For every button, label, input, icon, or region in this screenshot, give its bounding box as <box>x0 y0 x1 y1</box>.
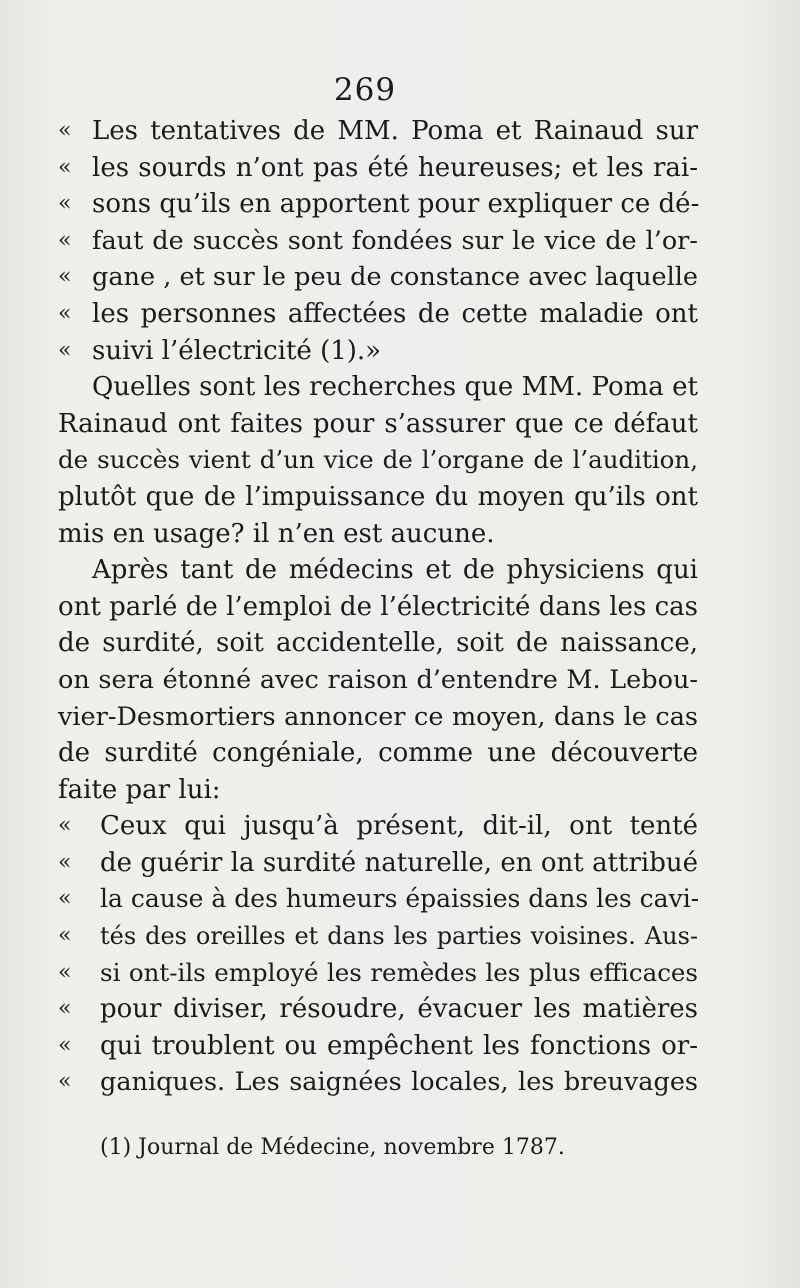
text-line <box>58 223 698 260</box>
footnote: (1) Journal de Médecine, novembre 1787. <box>100 1135 565 1160</box>
text-line: de succès vient d’un vice de l’organe de l’audition, <box>58 445 698 475</box>
text-line <box>58 333 698 370</box>
text-line <box>58 296 698 333</box>
text-line: de surdité congéniale, comme une découverte <box>58 738 698 769</box>
text-line <box>58 991 698 1028</box>
quote-mark: « <box>58 118 72 143</box>
body-text <box>58 113 698 1101</box>
text-line: Rainaud ont faites pour s’assurer que ce défaut <box>58 408 698 439</box>
paragraph-first-line: Quelles sont les recherches que MM. Poma et <box>92 372 698 403</box>
text-line: ont parlé de l’emploi de l’électricité dans les cas <box>58 591 698 622</box>
quote-mark: « <box>58 813 72 839</box>
line-text: sons qu’ils en apportent pour expliquer ce dé- <box>92 189 700 220</box>
line-text: les personnes affectées de cette maladie ont <box>92 298 698 329</box>
line-text: faut de succès sont fondées sur le vice de l’or- <box>92 225 698 256</box>
text-line: vier-Desmortiers annoncer ce moyen, dans le cas <box>58 701 698 732</box>
quote-mark: « <box>58 227 72 253</box>
quote-mark: « <box>58 337 72 363</box>
text-line: plutôt que de l’impuissance du moyen qu’ils ont <box>58 481 698 512</box>
text-line: on sera étonné avec raison d’entendre M. Lebou- <box>58 664 698 695</box>
line-text: Les tentatives de MM. Poma et Rainaud sur <box>92 116 698 146</box>
quote-mark: « <box>58 264 72 290</box>
quote-mark: « <box>58 1069 72 1095</box>
line-text: Ceux qui jusqu’à présent, dit-il, ont tenté <box>100 811 698 842</box>
quote-mark: « <box>58 959 72 985</box>
line-text: tés des oreilles et dans les parties voisines. Aus- <box>100 922 698 951</box>
text-line: faite par lui: <box>58 774 221 805</box>
text-line <box>58 113 698 150</box>
line-text: pour diviser, résoudre, évacuer les matières <box>100 994 698 1025</box>
line-text: si ont-ils employé les remèdes les plus efficaces <box>100 957 698 987</box>
quote-mark: « <box>58 923 72 949</box>
line-text: les sourds n’ont pas été heureuses; et les rai- <box>92 152 698 183</box>
text-line <box>58 1028 698 1065</box>
text-line <box>58 955 698 992</box>
line-text: gane , et sur le peu de constance avec laquelle <box>92 262 698 293</box>
quote-mark: « <box>58 300 72 326</box>
text-line <box>58 186 698 223</box>
line-text: qui troublent ou empêchent les fonctions or- <box>100 1030 698 1061</box>
quote-mark: « <box>58 154 72 180</box>
text-line <box>58 150 698 187</box>
text-line <box>58 1064 698 1101</box>
quote-mark: « <box>58 886 72 912</box>
page-number: 269 <box>333 72 397 108</box>
line-text: ganiques. Les saignées locales, les breuvages <box>100 1067 698 1098</box>
text-line <box>58 918 698 955</box>
line-text: de guérir la surdité naturelle, en ont attribué <box>100 847 698 878</box>
paragraph-first-line: Après tant de médecins et de physiciens qui <box>92 555 698 586</box>
text-line <box>58 808 698 845</box>
text-line: mis en usage? il n’en est aucune. <box>58 518 495 549</box>
text-line: de surdité, soit accidentelle, soit de naissance, <box>58 628 698 659</box>
text-line <box>58 845 698 882</box>
quote-mark: « <box>58 849 72 875</box>
quote-mark: « <box>58 191 72 217</box>
quote-mark: « <box>58 1032 72 1058</box>
quote-mark: « <box>58 996 72 1022</box>
text-line <box>58 259 698 296</box>
line-text: suivi l’électricité (1).» <box>92 335 382 366</box>
line-text: la cause à des humeurs épaissies dans les cavi- <box>100 884 700 914</box>
text-line <box>58 881 698 918</box>
